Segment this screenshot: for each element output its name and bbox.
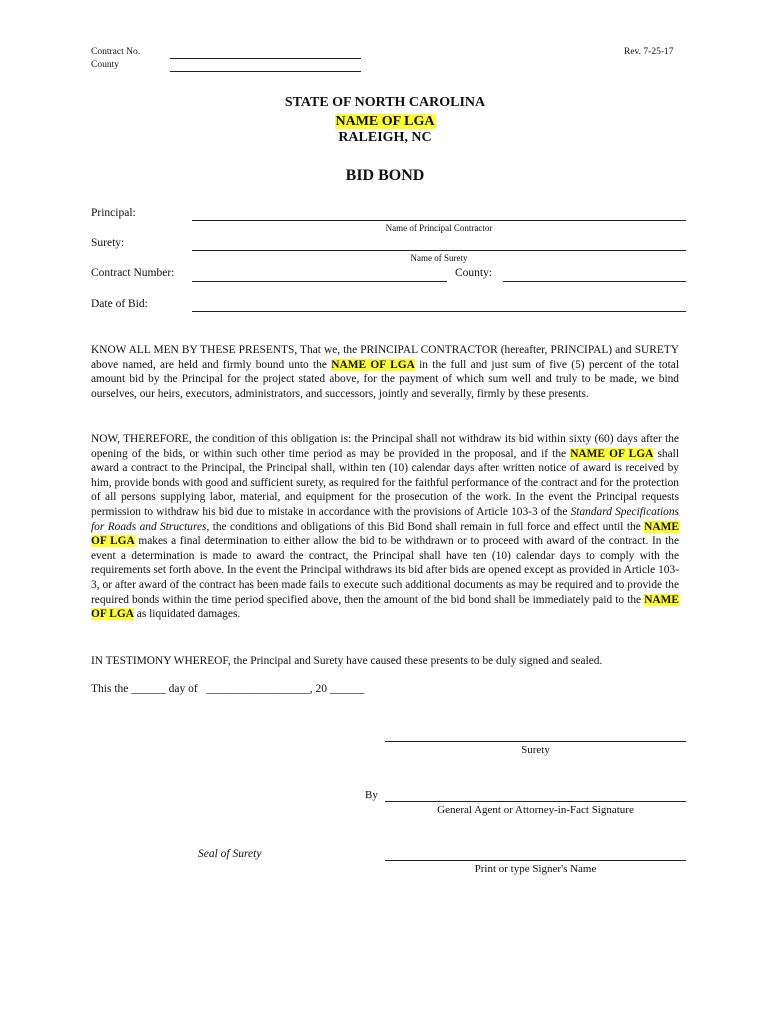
surety-field[interactable] — [192, 250, 686, 251]
surety-signature-line[interactable] — [385, 741, 686, 742]
surety-label: Surety: — [91, 237, 125, 249]
revision-label: Rev. 7-25-17 — [624, 47, 674, 57]
p2-lga-highlight-3: NAME OF LGA — [91, 593, 679, 621]
county-header-label: County — [91, 60, 119, 70]
p1-text-b: in the full and just sum of five (5) percent of the total amount bid by the Principal for the project stated above, for the payment of which sum well and truly to be made, we bind ourselves, our heirs, executors, administrators, and successors, jointly and severally, firmly by these presents. — [91, 358, 679, 400]
contract-no-label: Contract No. — [91, 47, 141, 57]
contract-number-label: Contract Number: — [91, 267, 175, 279]
county-field[interactable] — [503, 281, 686, 282]
contract-number-field[interactable] — [192, 281, 447, 282]
contract-no-field[interactable] — [170, 58, 361, 59]
surety-signature-caption: Surety — [521, 744, 550, 756]
p1-text-a: KNOW ALL MEN BY THESE PRESENTS, That we, the PRINCIPAL CONTRACTOR (hereafter, PRINCIPAL) and SURETY above named, are held and firmly bound unto the — [91, 344, 679, 371]
agent-signature-line[interactable] — [385, 801, 686, 802]
p1-lga-highlight: NAME OF LGA — [331, 358, 415, 371]
p2-text-b: shall award a contract to the Principal, the Principal shall, within ten (10) calendar days after written notice of award is received by him, provide bonds with good and sufficient surety, as required for the faithful performance of the contract and for the protection of all persons supplying labor, material, and equipment for the prosecution of the work. In the event the Principal requests permission to withdraw his bid due to mistake in accordance with the provisions of Article 103-3 of the — [91, 447, 679, 518]
p2-text-e: as liquidated damages. — [133, 608, 241, 621]
paragraph-testimony: IN TESTIMONY WHEREOF, the Principal and Surety have caused these presents to be duly signed and sealed. — [91, 655, 603, 667]
date-of-bid-field[interactable] — [192, 311, 686, 312]
county-header-field[interactable] — [170, 71, 361, 72]
principal-field[interactable] — [192, 220, 686, 221]
p2-text-d: makes a final determination to either allow the bid to be withdrawn or to proceed with award of the contract. In the event a determination is made to award the contract, the Principal shall have ten (10) calendar days to comply with the requirements set forth above. In the event the Principal withdraws its bid after bids are opened except as provided in Article 103-3, or after award of the contract has been made fails to execute such additional documents as may be required and to provide the required bonds within the time period specified above, then the amount of the bid bond shall be immediately paid to the — [91, 535, 679, 606]
paragraph-now-therefore — [91, 432, 679, 622]
by-label: By — [365, 789, 378, 801]
execution-date-line[interactable]: This the ______ day of __________________, 20 ______ — [91, 683, 365, 695]
seal-of-surety-label: Seal of Surety — [198, 848, 262, 860]
principal-caption: Name of Principal Contractor — [385, 223, 493, 233]
standard-specifications-title: Standard Specifications for Roads and Structures — [91, 505, 679, 533]
lga-title: NAME OF LGA — [335, 114, 435, 129]
date-of-bid-label: Date of Bid: — [91, 298, 148, 310]
paragraph-know-all-men — [91, 343, 679, 401]
p2-text-c: , the conditions and obligations of this Bid Bond shall remain in full force and effect until the — [206, 520, 645, 533]
signer-name-caption: Print or type Signer's Name — [474, 863, 597, 875]
state-title: STATE OF NORTH CAROLINA — [284, 95, 486, 110]
p2-text-a: NOW, THEREFORE, the condition of this obligation is: the Principal shall not withdraw its bid within sixty (60) days after the opening of the bids, or within such other time period as may be provided in the proposal, and if the — [91, 433, 679, 460]
county-field-label: County: — [455, 267, 493, 279]
document-title: BID BOND — [345, 167, 425, 184]
city-title: RALEIGH, NC — [338, 130, 432, 145]
p2-lga-highlight-1: NAME OF LGA — [570, 447, 654, 460]
lga-title-wrap — [0, 112, 770, 130]
principal-label: Principal: — [91, 207, 136, 219]
surety-caption: Name of Surety — [410, 253, 468, 263]
signer-name-line[interactable] — [385, 860, 686, 861]
agent-signature-caption: General Agent or Attorney-in-Fact Signature — [437, 804, 634, 816]
p2-lga-highlight-2: NAME OF LGA — [91, 520, 679, 548]
